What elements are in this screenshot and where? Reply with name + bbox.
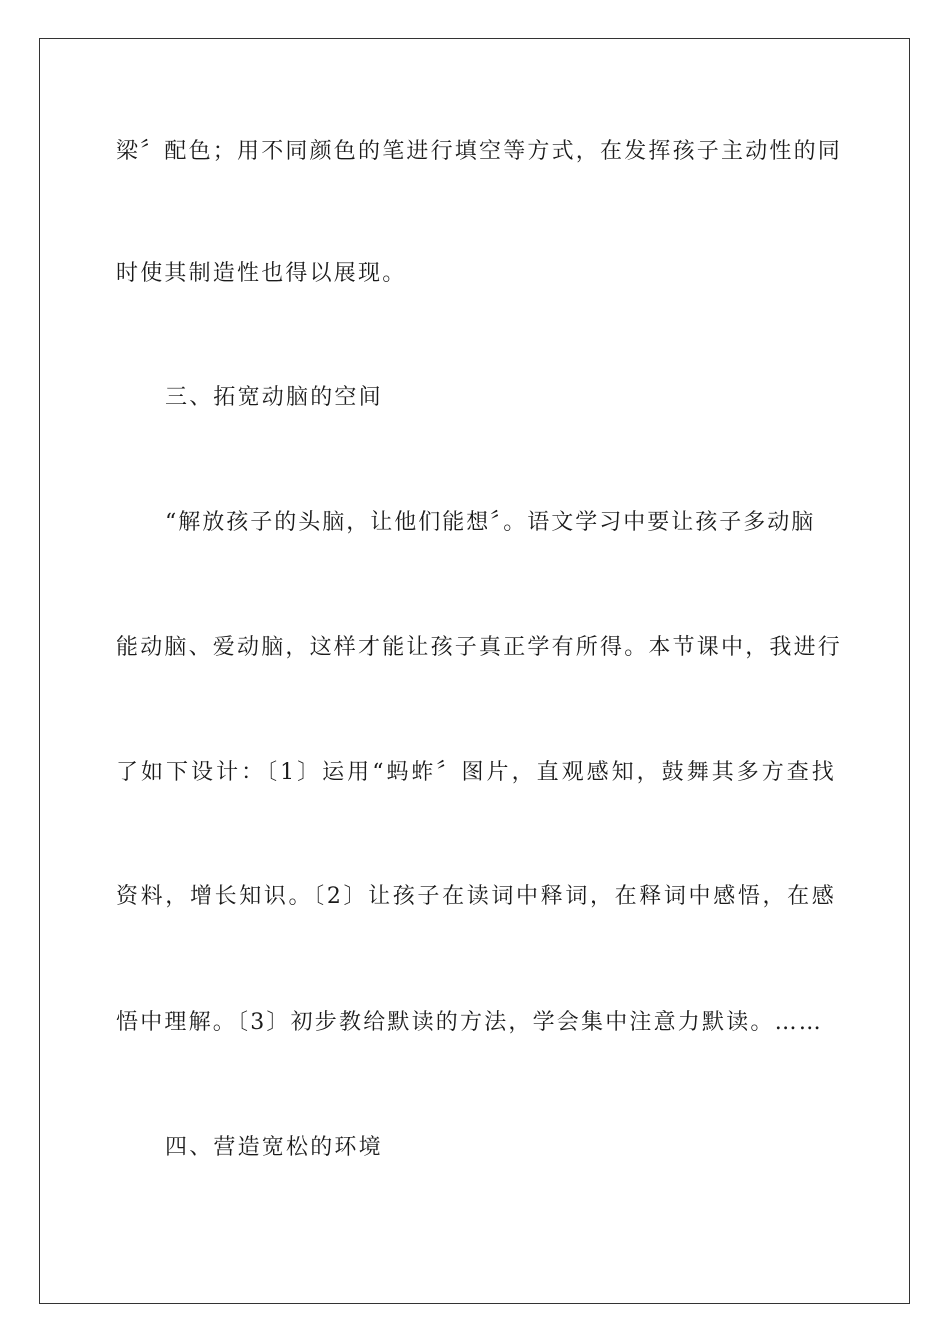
paragraph-line: 时使其制造性也得以展现。: [116, 261, 407, 286]
paragraph-line: 能动脑、爱动脑，这样才能让孩子真正学有所得。本节课中，我进行: [116, 635, 843, 660]
paragraph-line: 资料，增长知识。〔2〕让孩子在读词中释词，在释词中感悟，在感: [116, 884, 836, 909]
section-heading: 四、营造宽松的环境: [165, 1135, 383, 1160]
paragraph-line: 了如下设计：〔1〕运用“蚂蚱〞图片，直观感知，鼓舞其多方查找: [116, 760, 836, 785]
page-border: [39, 38, 910, 1304]
section-heading: 三、拓宽动脑的空间: [165, 385, 383, 410]
paragraph-line: 悟中理解。〔3〕初步教给默读的方法，学会集中注意力默读。……: [116, 1010, 823, 1035]
paragraph-line: “解放孩子的头脑，让他们能想〞。语文学习中要让孩子多动脑: [165, 510, 816, 535]
paragraph-line: 梁〞配色；用不同颜色的笔进行填空等方式，在发挥孩子主动性的同: [116, 139, 843, 164]
